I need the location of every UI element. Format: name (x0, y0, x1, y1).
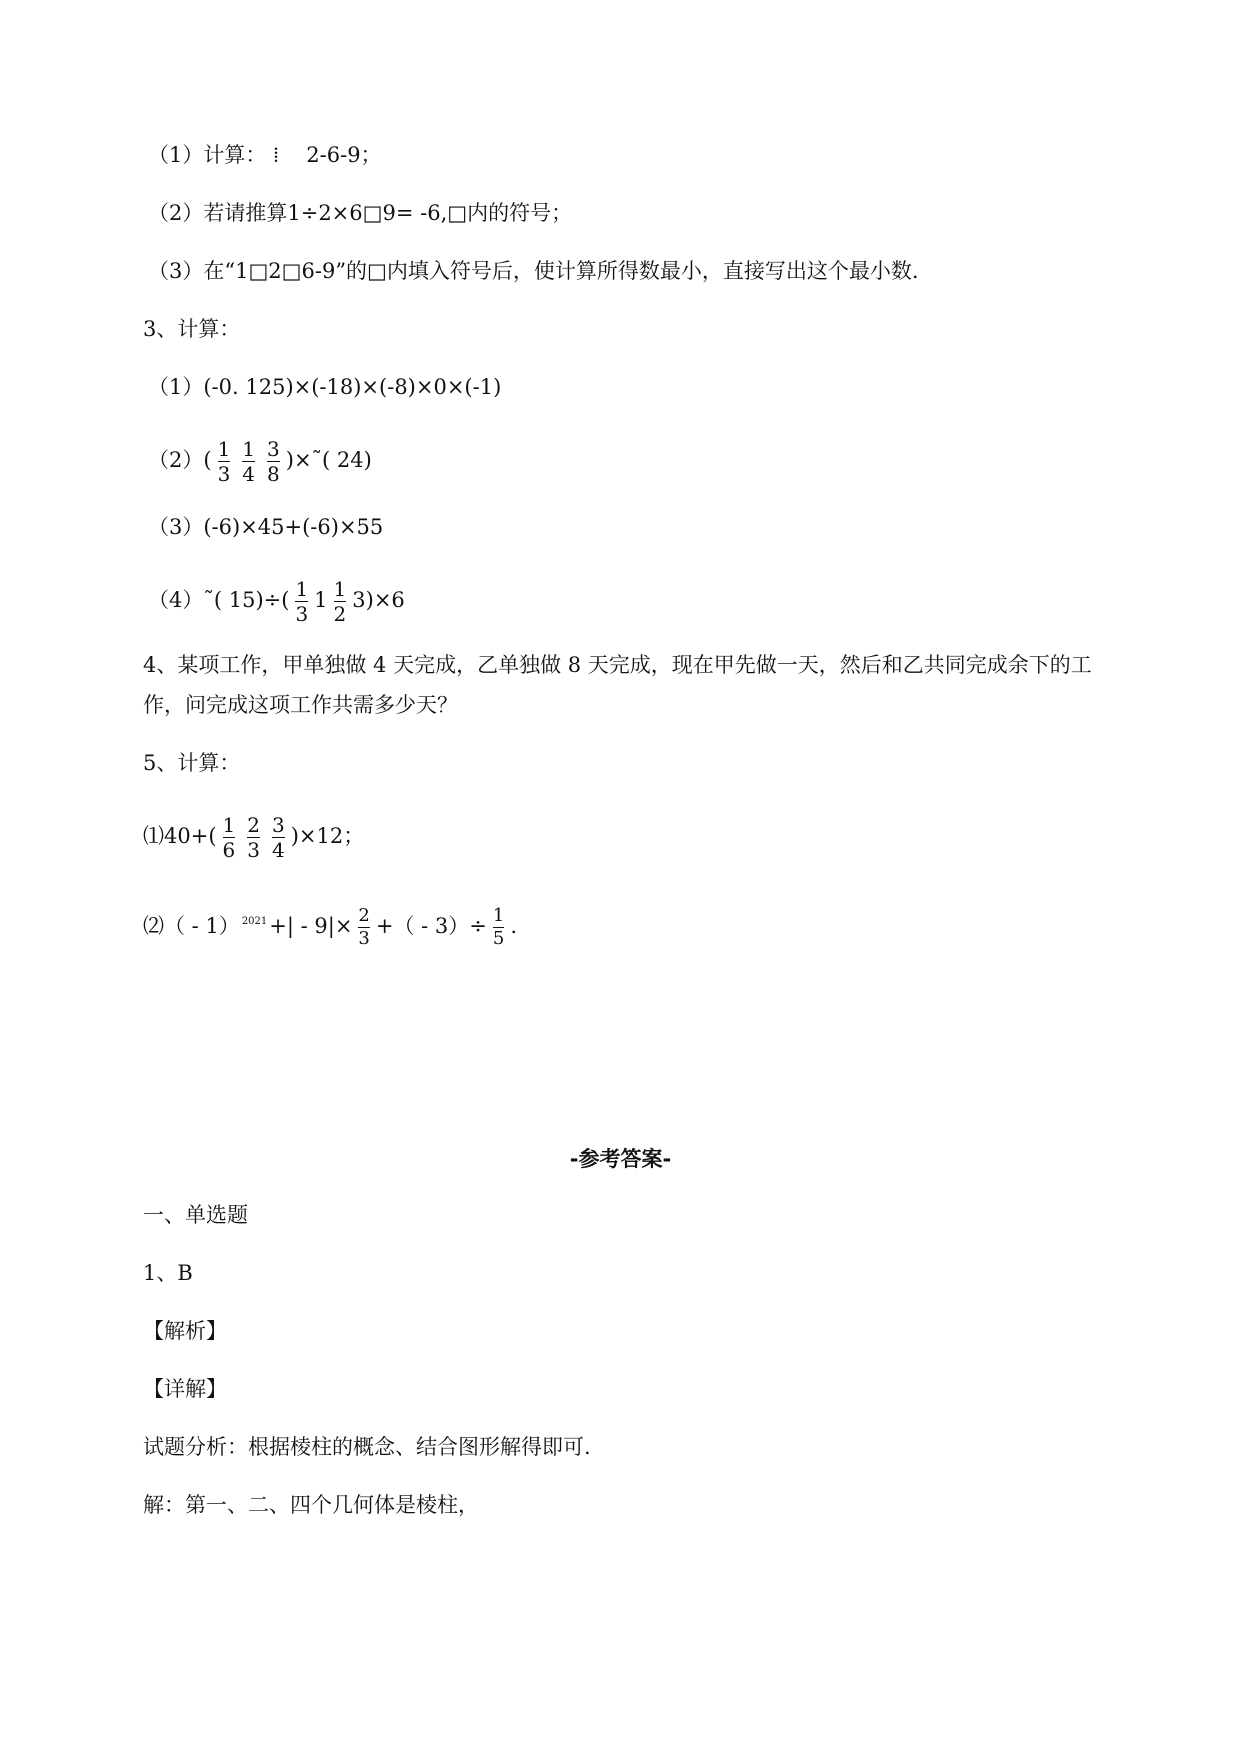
q3-part4-suffix: 3)×6 (352, 588, 405, 612)
solution: 解：第一、二、四个几何体是棱柱， (143, 1493, 479, 1517)
q3-part2-suffix: )×˜( 24) (285, 448, 372, 472)
q5-part2-prefix: ⑵（ - 1） (143, 914, 240, 938)
q3-part3: （3）(-6)×45+(-6)×55 (148, 515, 384, 539)
fraction: $\frac{3}{8}$ (267, 437, 280, 486)
q3-part2-prefix: （2）( (148, 448, 212, 472)
q5-heading: 5、计算： (143, 751, 241, 775)
q3-part4-mid: 1 (314, 588, 328, 612)
answers-section: 一、单选题 (143, 1203, 248, 1227)
fraction: $\frac{1}{6}$ (222, 813, 236, 862)
answers-title: -参考答案- (569, 1147, 672, 1171)
q4-line1: 4、某项工作，甲单独做 4 天完成，乙单独做 8 天完成，现在甲先做一天，然后和乙共同完成余下的工 (143, 653, 1092, 677)
q3-part4 (148, 570, 405, 630)
fraction: $\frac{1}{4}$ (242, 437, 256, 486)
fraction: $\frac{1}{3}$ (295, 577, 309, 626)
q2-part3: （3）在“1□2□6-9”的□内填入符号后，使计算所得数最小，直接写出这个最小数. (148, 259, 919, 283)
q5-part1 (143, 806, 364, 866)
q3-part1: （1）(-0. 125)×(-18)×(-8)×0×(-1) (148, 375, 502, 399)
q2-part2: （2）若请推算1÷2×6□9= -6,□内的符号； (148, 201, 573, 225)
explanation: 试题分析：根据棱柱的概念、结合图形解得即可. (143, 1435, 591, 1459)
q2-part1-expr-b: 2-6-9； (306, 143, 382, 167)
q5-part2-mid: +| - 9|× (269, 914, 353, 938)
q3-part4-prefix: （4）˜( 15)÷( (148, 588, 290, 612)
detail-label: 【详解】 (143, 1377, 227, 1401)
analysis-label: 【解析】 (143, 1319, 227, 1343)
q5-part2 (143, 892, 517, 956)
q4-line2: 作，问完成这项工作共需多少天？ (143, 693, 458, 717)
exponent: 2021 (241, 916, 268, 927)
fraction: $\frac{1}{3}$ (217, 437, 231, 486)
fraction: $\frac{2}{3}$ (358, 905, 370, 949)
fraction: $\frac{1}{5}$ (492, 905, 505, 949)
fraction: $\frac{1}{2}$ (333, 577, 347, 626)
q3-heading: 3、计算： (143, 317, 241, 341)
q5-part2-suffix: . (510, 914, 518, 938)
q5-part1-suffix: )×12； (290, 824, 365, 848)
q5-part1-prefix: ⑴40+( (143, 824, 217, 848)
q2-part1-expr-a: ⁞ (273, 143, 279, 167)
q3-part2 (148, 430, 372, 490)
q2-part1-label: （1）计算： (148, 143, 267, 167)
answer-1: 1、B (143, 1261, 193, 1285)
q2-part1 (148, 140, 382, 170)
q5-part2-mid2: +（ - 3）÷ (375, 914, 487, 938)
fraction: $\frac{2}{3}$ (247, 813, 260, 862)
fraction: $\frac{3}{4}$ (271, 813, 285, 862)
